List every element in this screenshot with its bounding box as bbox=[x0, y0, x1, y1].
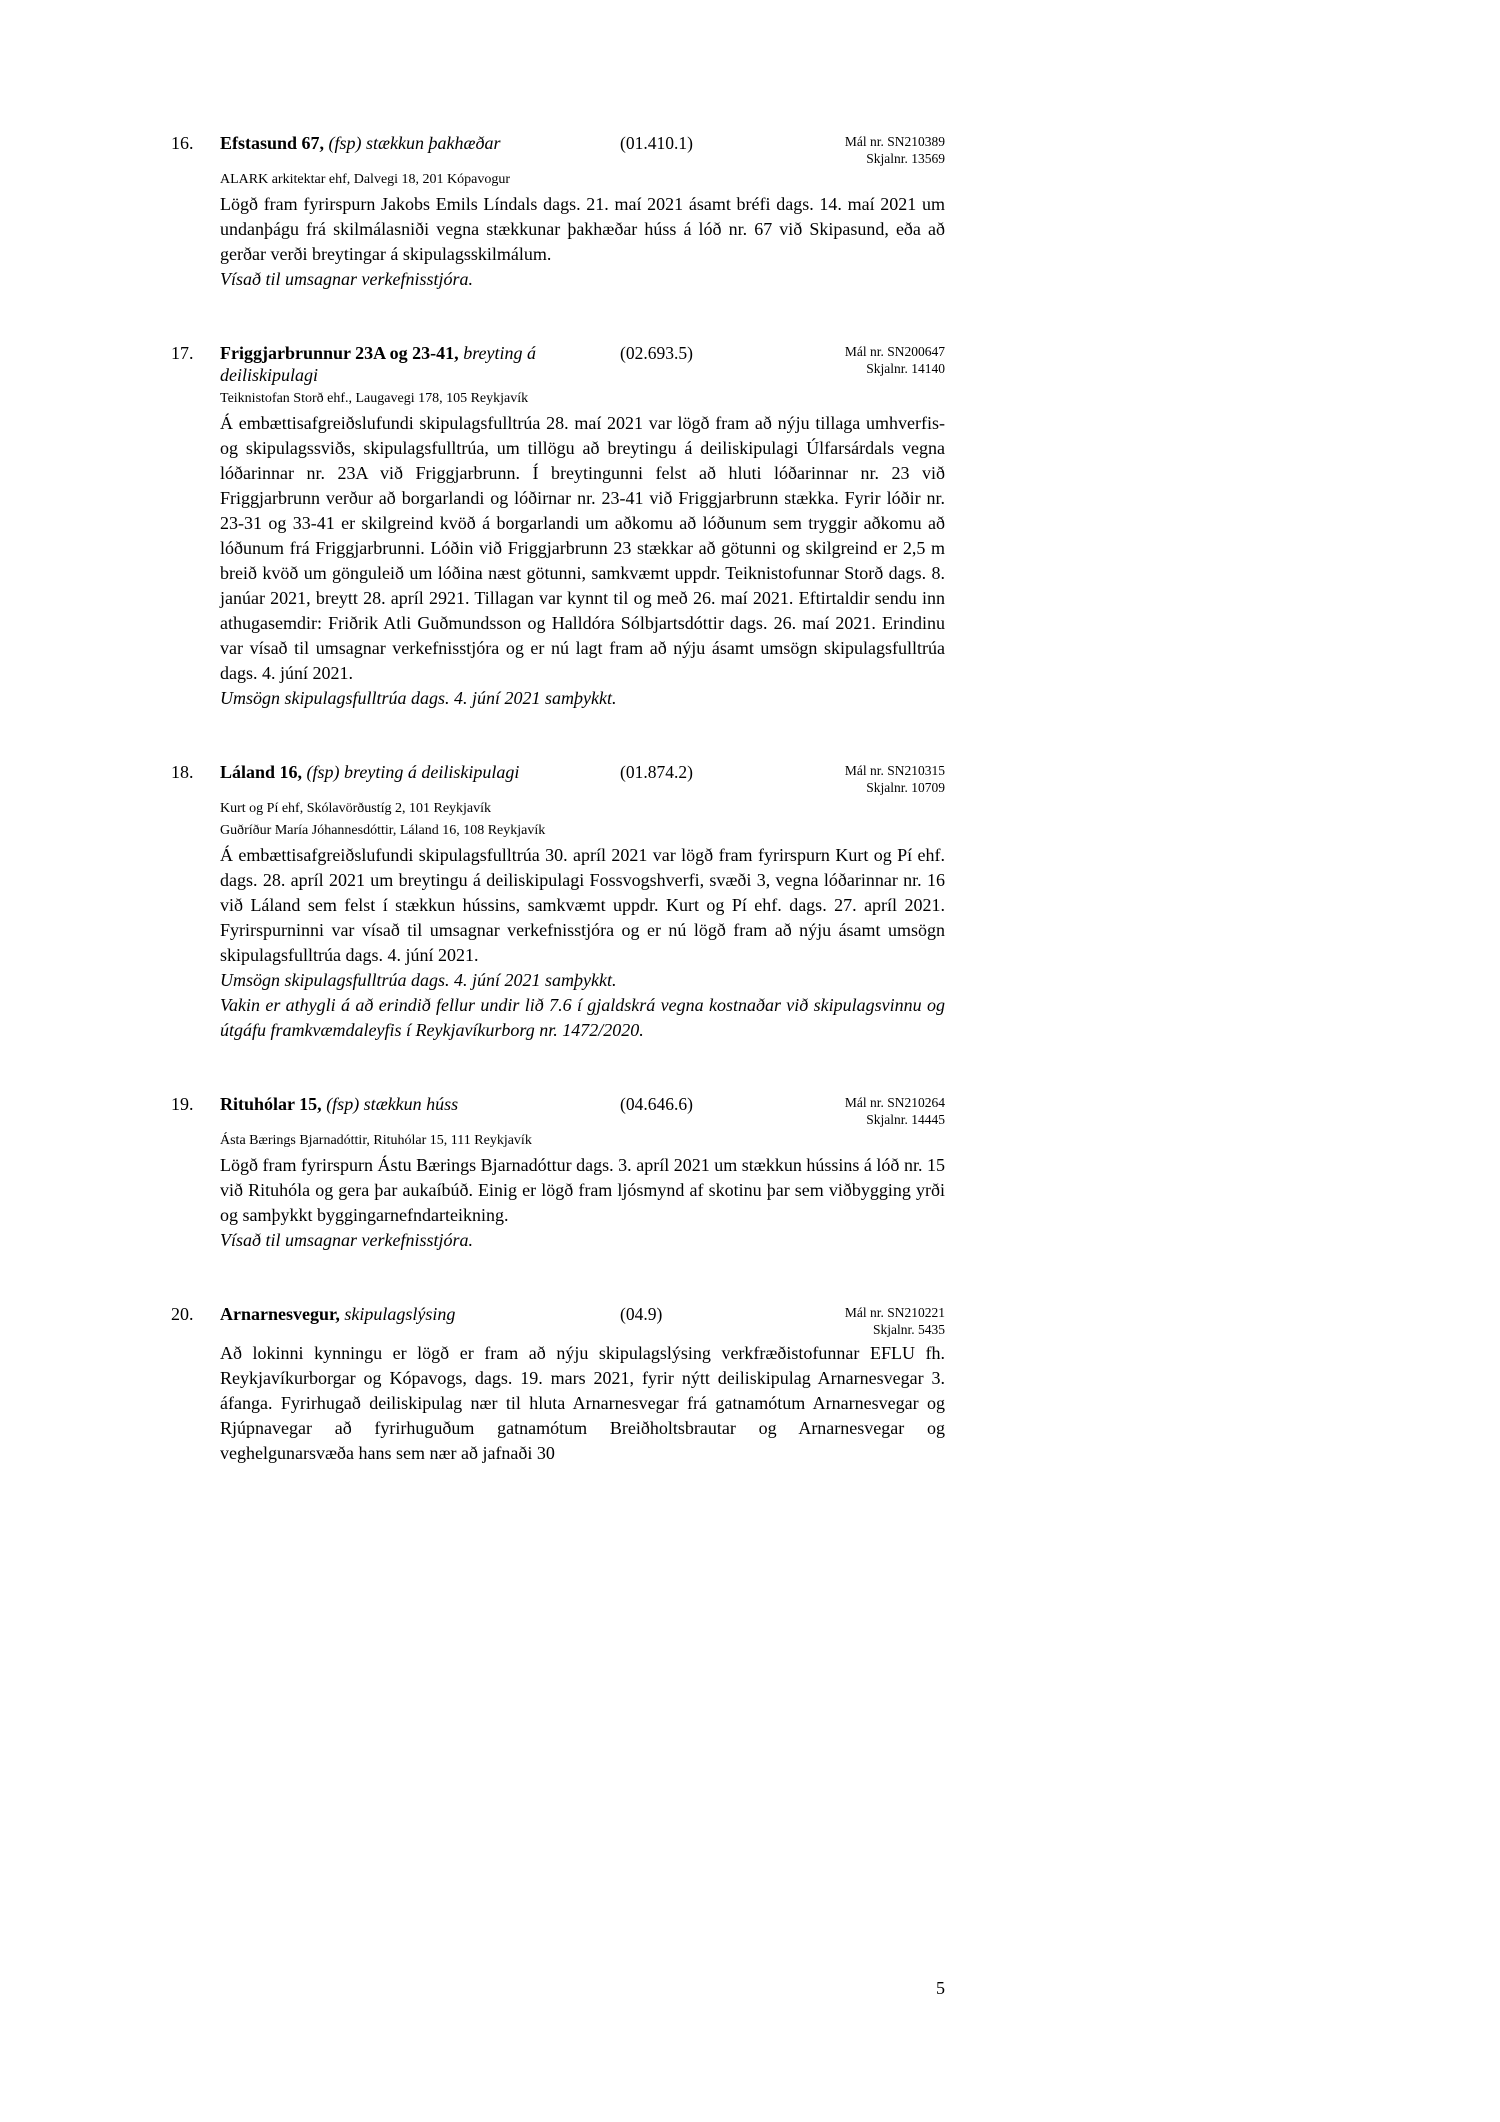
item-title bbox=[220, 342, 620, 386]
item-plan-code: (04.9) bbox=[620, 1304, 663, 1324]
agenda-item-17 bbox=[171, 342, 945, 711]
item-body-text: Að lokinni kynningu er lögð er fram að nýju skipulagslýsing verkfræðistofunnar EFLU fh. Reykjavíkurborgar og Kópavogs, dags. 19. mars 2021, fyrir nýtt deiliskipulag Arnarnesvegar 3. áfanga. Fyrirhugað deiliskipulag nær til hluta Arnarnesvegar frá gatnamótum Arnarnesvegar og Rjúpnavegar að fyrirhuguðum gatnamótum Breiðholtsbrautar og Arnarnesvegar og veghelgunarsvæða hans sem nær að jafnaði 30 bbox=[220, 1343, 945, 1463]
item-header bbox=[171, 132, 945, 167]
applicant-address: ALARK arkitektar ehf, Dalvegi 18, 201 Kópavogur bbox=[220, 172, 511, 187]
item-title-subject: (fsp) stækkun þakhæðar bbox=[328, 133, 501, 153]
case-number: Mál nr. SN210221 bbox=[844, 1305, 945, 1320]
item-plan-code: (01.874.2) bbox=[620, 762, 693, 782]
item-title bbox=[220, 132, 620, 154]
document-number: Skjalnr. 5435 bbox=[872, 1322, 945, 1337]
applicant-address: Kurt og Pí ehf, Skólavörðustíg 2, 101 Reykjavík bbox=[220, 801, 492, 816]
item-number: 16. bbox=[171, 133, 194, 153]
item-title-address: Friggjarbrunnur 23A og 23-41, bbox=[220, 343, 459, 363]
item-title-address: Efstasund 67, bbox=[220, 133, 325, 153]
item-case-meta bbox=[820, 761, 945, 796]
item-number: 18. bbox=[171, 762, 194, 782]
item-number: 20. bbox=[171, 1304, 194, 1324]
item-header bbox=[171, 761, 945, 796]
item-body-text: Á embættisafgreiðslufundi skipulagsfulltrúa 30. apríl 2021 var lögð fram fyrirspurn Kurt og Pí ehf. dags. 28. apríl 2021 um breytingu á deiliskipulagi Fossvogshverfi, svæði 3, vegna lóðarinnar nr. 16 við Láland sem felst í stækkun hússins, samkvæmt uppdr. Kurt og Pí ehf. dags. 27. apríl 2021. Fyrirspurninni var vísað til umsagnar verkefnisstjóra og er nú lögð fram að nýju ásamt umsögn skipulagsfulltrúa dags. 4. júní 2021. bbox=[220, 845, 945, 965]
item-number: 17. bbox=[171, 343, 194, 363]
case-number: Mál nr. SN210389 bbox=[844, 134, 945, 149]
document-number: Skjalnr. 14140 bbox=[866, 361, 945, 376]
item-title bbox=[220, 761, 620, 783]
agenda-item-16 bbox=[171, 132, 945, 292]
item-title-subject: (fsp) breyting á deiliskipulagi bbox=[306, 762, 520, 782]
item-resolution: Umsögn skipulagsfulltrúa dags. 4. júní 2021 samþykkt. bbox=[220, 970, 617, 990]
item-body-text: Lögð fram fyrirspurn Ástu Bærings Bjarnadóttur dags. 3. apríl 2021 um stækkun hússins á lóð nr. 15 við Rituhóla og gera þar aukaíbúð. Einig er lögð fram ljósmynd af skotinu þar sem viðbygging yrði og samþykkt byggingarnefndarteikning. bbox=[220, 1155, 945, 1225]
item-title bbox=[220, 1093, 620, 1115]
item-resolution: Vísað til umsagnar verkefnisstjóra. bbox=[220, 1230, 473, 1250]
page-number: 5 bbox=[936, 1978, 945, 1998]
document-number: Skjalnr. 14445 bbox=[866, 1112, 945, 1127]
item-case-meta bbox=[820, 1303, 945, 1338]
item-case-meta bbox=[820, 342, 945, 377]
agenda-item-20 bbox=[171, 1303, 945, 1466]
item-number: 19. bbox=[171, 1094, 194, 1114]
item-title-address: Rituhólar 15, bbox=[220, 1094, 322, 1114]
item-title bbox=[220, 1303, 620, 1325]
item-title-address: Arnarnesvegur, bbox=[220, 1304, 340, 1324]
item-resolution-fee-note: Vakin er athygli á að erindið fellur undir lið 7.6 í gjaldskrá vegna kostnaðar við skipulagsvinnu og útgáfu framkvæmdaleyfis í Reykjavíkurborg nr. 1472/2020. bbox=[220, 995, 945, 1040]
item-case-meta bbox=[820, 1093, 945, 1128]
agenda-item-19 bbox=[171, 1093, 945, 1253]
item-plan-code: (01.410.1) bbox=[620, 133, 693, 153]
item-body-text: Á embættisafgreiðslufundi skipulagsfulltrúa 28. maí 2021 var lögð fram að nýju tillaga umhverfis- og skipulagssviðs, skipulagsfulltrúa, um tillögu að breytingu á deiliskipulagi Úlfarsárdals vegna lóðarinnar nr. 23A við Friggjarbrunn. Í breytingunni felst að hluti lóðarinnar nr. 23 við Friggjarbrunn verður að borgarlandi og lóðirnar nr. 23-41 við Friggjarbrunn stækka. Fyrir lóðir nr. 23-31 og 33-41 er skilgreind kvöð á borgarlandi um aðkomu að lóðunum sem tryggir aðkomu að lóðunum frá Friggjarbrunni. Lóðin við Friggjarbrunn 23 stækkar að götunni og skilgreind er 2,5 m breið kvöð um gönguleið um lóðina næst götunni, samkvæmt uppdr. Teiknistofunnar Storð dags. 8. janúar 2021, breytt 28. apríl 2921. Tillagan var kynnt til og með 26. maí 2021. Eftirtaldir sendu inn athugasemdir: Friðrik Atli Guðmundsson og Halldóra Sólbjartsdóttir dags. 26. maí 2021. Erindinu var vísað til umsagnar verkefnisstjóra og er nú lagt fram að nýju ásamt umsögn skipulagsfulltrúa dags. 4. júní 2021. bbox=[220, 413, 945, 683]
item-title-address: Láland 16, bbox=[220, 762, 303, 782]
item-case-meta bbox=[820, 132, 945, 167]
item-title-subject: (fsp) stækkun húss bbox=[326, 1094, 459, 1114]
applicant-address: Teiknistofan Storð ehf., Laugavegi 178, 105 Reykjavík bbox=[220, 391, 529, 406]
applicant-address: Guðríður María Jóhannesdóttir, Láland 16, 108 Reykjavík bbox=[220, 823, 546, 838]
applicant-address: Ásta Bærings Bjarnadóttir, Rituhólar 15, 111 Reykjavík bbox=[220, 1133, 532, 1148]
item-plan-code: (04.646.6) bbox=[620, 1094, 693, 1114]
item-plan-code: (02.693.5) bbox=[620, 343, 693, 363]
item-header bbox=[171, 1093, 945, 1128]
agenda-items-list bbox=[171, 132, 945, 1516]
case-number: Mál nr. SN210315 bbox=[844, 763, 945, 778]
case-number: Mál nr. SN200647 bbox=[844, 344, 945, 359]
item-title-subject: breyting á deiliskipulagi bbox=[220, 343, 537, 385]
agenda-item-18 bbox=[171, 761, 945, 1043]
item-resolution: Vísað til umsagnar verkefnisstjóra. bbox=[220, 269, 473, 289]
item-resolution: Umsögn skipulagsfulltrúa dags. 4. júní 2021 samþykkt. bbox=[220, 688, 617, 708]
document-number: Skjalnr. 10709 bbox=[866, 780, 945, 795]
case-number: Mál nr. SN210264 bbox=[844, 1095, 945, 1110]
item-body-text: Lögð fram fyrirspurn Jakobs Emils Líndals dags. 21. maí 2021 ásamt bréfi dags. 14. maí 2021 um undanþágu frá skilmálasniði vegna stækkunar þakhæðar húss á lóð nr. 67 við Skipasund, eða að gerðar verði breytingar á skipulagsskilmálum. bbox=[220, 194, 945, 264]
item-title-subject: skipulagslýsing bbox=[344, 1304, 456, 1324]
document-number: Skjalnr. 13569 bbox=[866, 151, 945, 166]
item-header bbox=[171, 342, 945, 386]
item-header bbox=[171, 1303, 945, 1338]
